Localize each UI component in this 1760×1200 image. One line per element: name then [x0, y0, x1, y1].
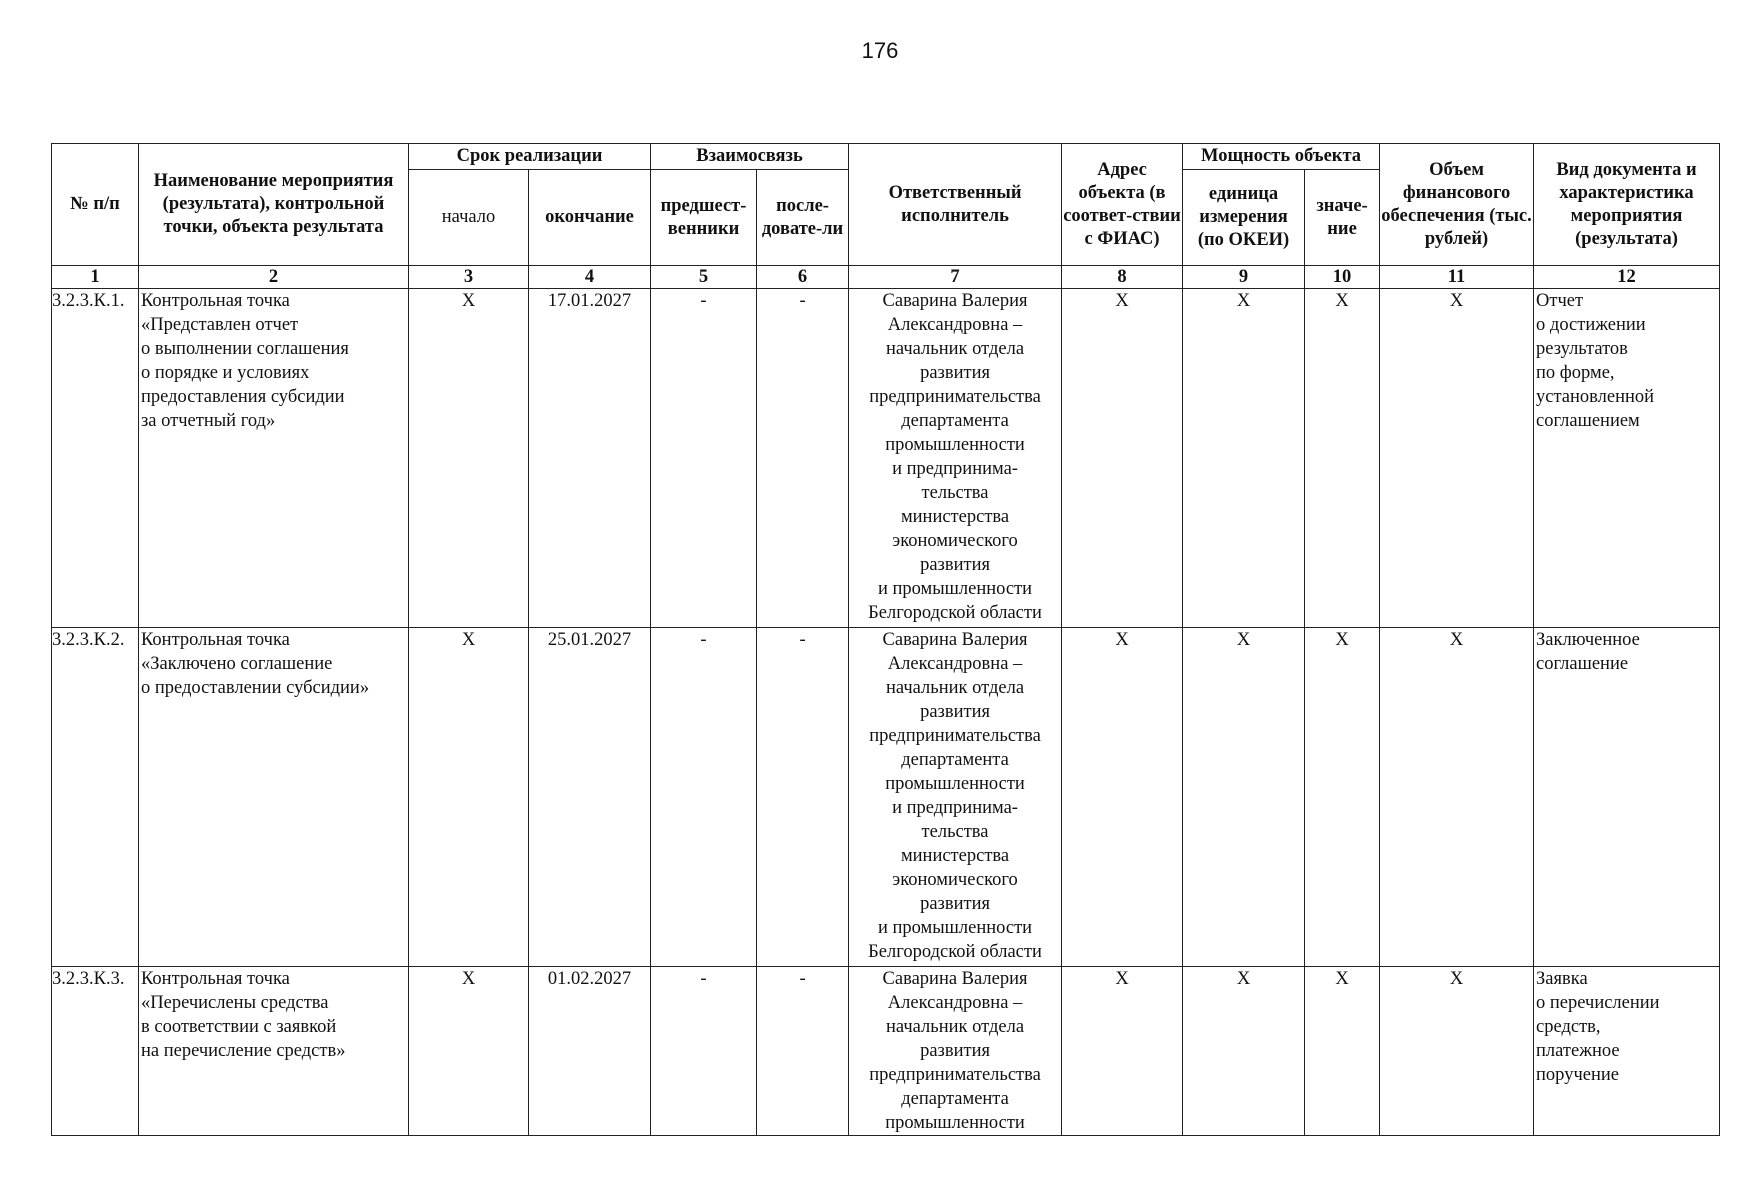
row-value: X	[1305, 967, 1380, 1136]
row-responsible: Саварина Валерия Александровна – начальник отдела развития предпринимательства департамента промышленности и предпринима- тельства министерства экономического развития и промышленности Белгородской области	[849, 628, 1062, 967]
column-number: 6	[757, 266, 849, 289]
table-row	[52, 628, 1720, 967]
row-pred: -	[651, 967, 757, 1136]
row-end: 25.01.2027	[529, 628, 651, 967]
row-responsible: Саварина Валерия Александровна – начальник отдела развития предпринимательства департамента промышленности и предпринима- тельства министерства экономического развития и промышленности Белгородской области	[849, 289, 1062, 628]
row-value: X	[1305, 289, 1380, 628]
header-num: № п/п	[52, 144, 139, 266]
column-number: 3	[409, 266, 529, 289]
row-address: X	[1062, 967, 1183, 1136]
header-start: начало	[409, 170, 529, 266]
row-post: -	[757, 289, 849, 628]
row-address: X	[1062, 628, 1183, 967]
column-number: 10	[1305, 266, 1380, 289]
row-end: 01.02.2027	[529, 967, 651, 1136]
row-responsible: Саварина Валерия Александровна – начальник отдела развития предпринимательства департамента промышленности	[849, 967, 1062, 1136]
header-unit: единица измерения (по ОКЕИ)	[1183, 170, 1305, 266]
header-address: Адрес объекта (в соответ-ствии с ФИАС)	[1062, 144, 1183, 266]
plan-table	[51, 143, 1720, 1136]
row-start: X	[409, 628, 529, 967]
column-number: 8	[1062, 266, 1183, 289]
row-start: X	[409, 289, 529, 628]
header-responsible: Ответственный исполнитель	[849, 144, 1062, 266]
row-num: 3.2.3.К.2.	[52, 628, 139, 967]
column-number: 12	[1534, 266, 1720, 289]
header-group-moshch: Мощность объекта	[1183, 144, 1380, 170]
column-number: 2	[139, 266, 409, 289]
row-unit: X	[1183, 628, 1305, 967]
page-number: 176	[861, 38, 899, 63]
table-row	[52, 289, 1720, 628]
row-start: X	[409, 967, 529, 1136]
row-pred: -	[651, 628, 757, 967]
column-number: 4	[529, 266, 651, 289]
row-finance: X	[1380, 967, 1534, 1136]
row-doc: Заявка о перечислении средств, платежное поручение	[1534, 967, 1720, 1136]
header-doc: Вид документа и характеристика мероприятия (результата)	[1534, 144, 1720, 266]
table-row	[52, 967, 1720, 1136]
header-pred: предшест-венники	[651, 170, 757, 266]
row-num: 3.2.3.К.3.	[52, 967, 139, 1136]
row-name: Контрольная точка «Заключено соглашение о предоставлении субсидии»	[139, 628, 409, 967]
row-unit: X	[1183, 967, 1305, 1136]
header-end: окончание	[529, 170, 651, 266]
header-group-srok: Срок реализации	[409, 144, 651, 170]
column-number: 11	[1380, 266, 1534, 289]
row-finance: X	[1380, 289, 1534, 628]
header-name: Наименование мероприятия (результата), контрольной точки, объекта результата	[139, 144, 409, 266]
row-unit: X	[1183, 289, 1305, 628]
row-post: -	[757, 967, 849, 1136]
row-pred: -	[651, 289, 757, 628]
row-name: Контрольная точка «Перечислены средства в соответствии с заявкой на перечисление средств»	[139, 967, 409, 1136]
header-post: после-довате-ли	[757, 170, 849, 266]
row-finance: X	[1380, 628, 1534, 967]
row-name: Контрольная точка «Представлен отчет о выполнении соглашения о порядке и условиях предоставления субсидии за отчетный год»	[139, 289, 409, 628]
header-group-vzaim: Взаимосвязь	[651, 144, 849, 170]
row-doc: Отчет о достижении результатов по форме, установленной соглашением	[1534, 289, 1720, 628]
row-doc: Заключенное соглашение	[1534, 628, 1720, 967]
row-post: -	[757, 628, 849, 967]
column-number: 9	[1183, 266, 1305, 289]
header-value: значе-ние	[1305, 170, 1380, 266]
row-address: X	[1062, 289, 1183, 628]
column-number: 7	[849, 266, 1062, 289]
row-end: 17.01.2027	[529, 289, 651, 628]
header-finance: Объем финансового обеспечения (тыс. рублей)	[1380, 144, 1534, 266]
row-value: X	[1305, 628, 1380, 967]
row-num: 3.2.3.К.1.	[52, 289, 139, 628]
column-number: 1	[52, 266, 139, 289]
column-number: 5	[651, 266, 757, 289]
